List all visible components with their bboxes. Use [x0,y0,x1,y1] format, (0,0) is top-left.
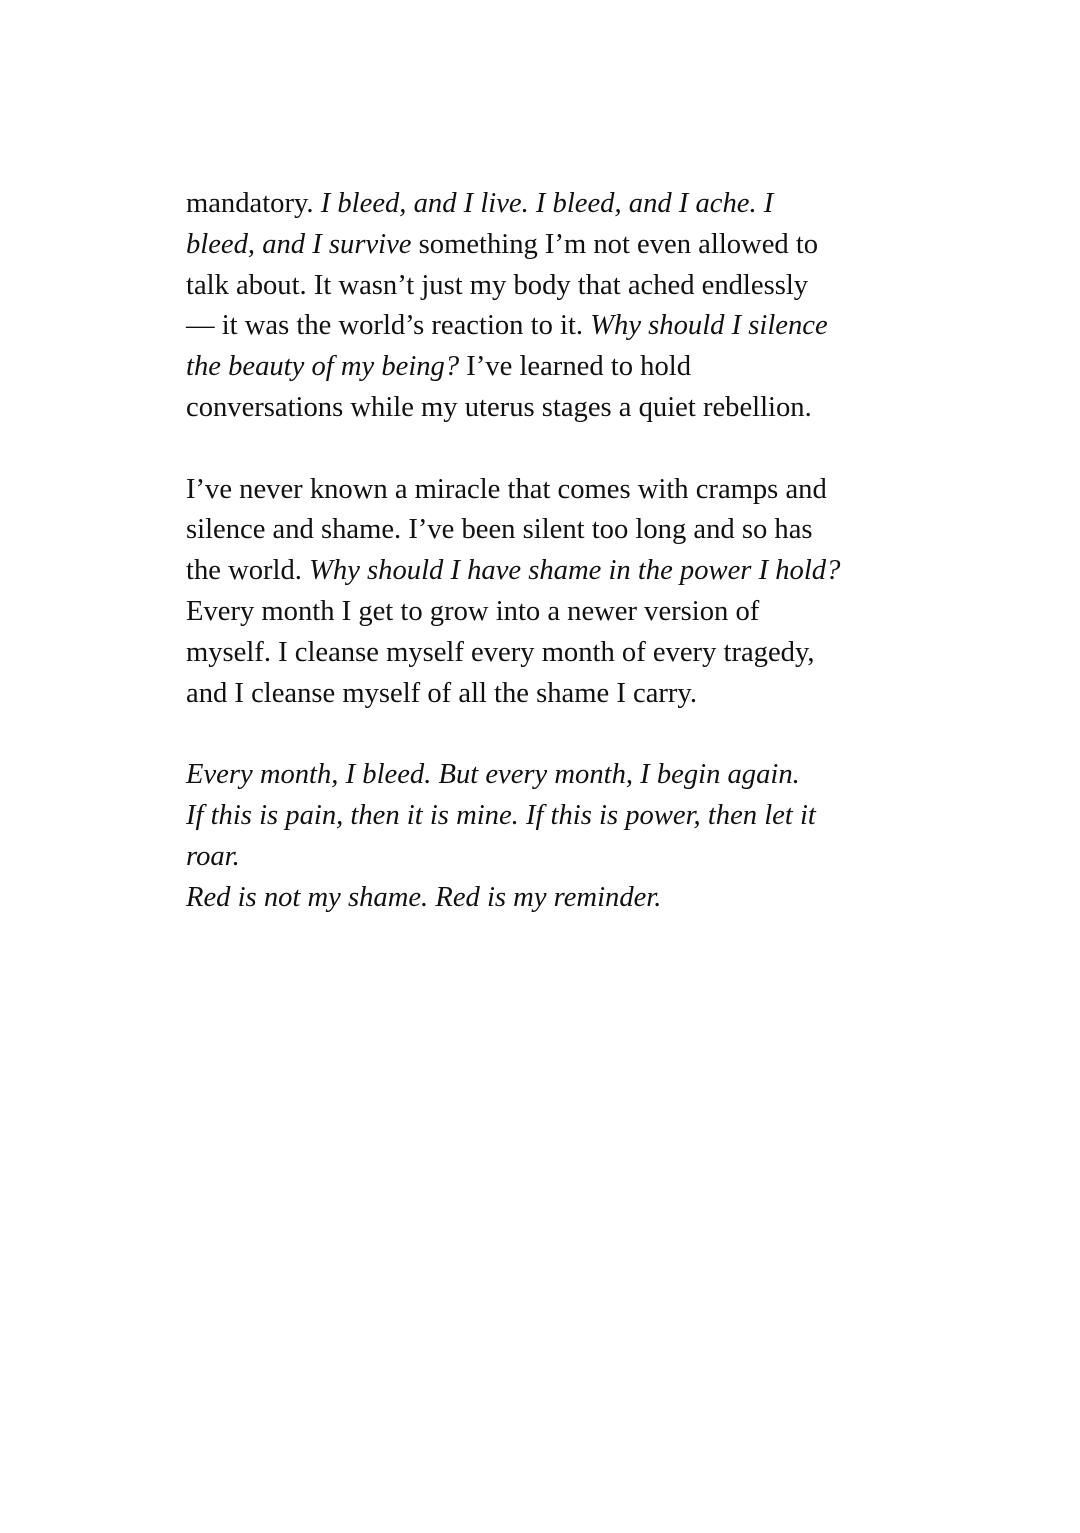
text-line [186,225,906,266]
text-span: — it was the world’s reaction to it. [186,310,591,342]
italic-span: Why should I silence [590,310,828,342]
paragraph-2 [186,470,906,715]
text-line [186,796,906,837]
text-line [186,306,906,347]
text-span: I’ve learned to hold [459,351,691,383]
text-line [186,510,906,551]
italic-span: the beauty of my being? [186,351,460,383]
text-line [186,837,906,878]
text-line [186,266,906,307]
text-span: mandatory. [186,188,321,219]
text-span: myself. I cleanse myself every month of every tragedy, [186,636,815,668]
text-line [186,755,906,796]
text-line [186,551,906,592]
italic-span: I bleed, and I live. I bleed, and I ache. I [320,188,774,219]
italic-span: If this is pain, then it is mine. If this is power, then let it [186,799,816,831]
italic-span: Every month, I bleed. But every month, I begin again. [186,759,800,791]
text-span: silence and shame. I’ve been silent too long and so has [186,514,813,546]
paragraph-3 [186,755,906,918]
text-span: I’ve never known a miracle that comes with cramps and [186,473,827,505]
paragraph-1 [186,184,906,429]
text-line [186,674,906,715]
text-span: something I’m not even allowed to [411,228,819,260]
text-span: conversations while my uterus stages a quiet rebellion. [186,391,812,423]
text-line [186,388,906,429]
body-text [186,184,906,918]
italic-span: Red is not my shame. Red is my reminder. [186,881,662,913]
text-line [186,633,906,674]
text-span: talk about. It wasn’t just my body that ached endlessly [186,269,809,301]
text-span: the world. [186,555,310,587]
italic-span: roar. [186,840,240,872]
text-line [186,592,906,633]
italic-span: bleed, and I survive [186,228,412,260]
text-span: Every month I get to grow into a newer version of [186,595,760,627]
text-line [186,878,906,919]
text-line [186,347,906,388]
italic-span: Why should I have shame in the power I hold? [309,555,841,587]
text-line [186,184,906,225]
text-span: and I cleanse myself of all the shame I carry. [186,677,698,709]
text-line [186,470,906,511]
